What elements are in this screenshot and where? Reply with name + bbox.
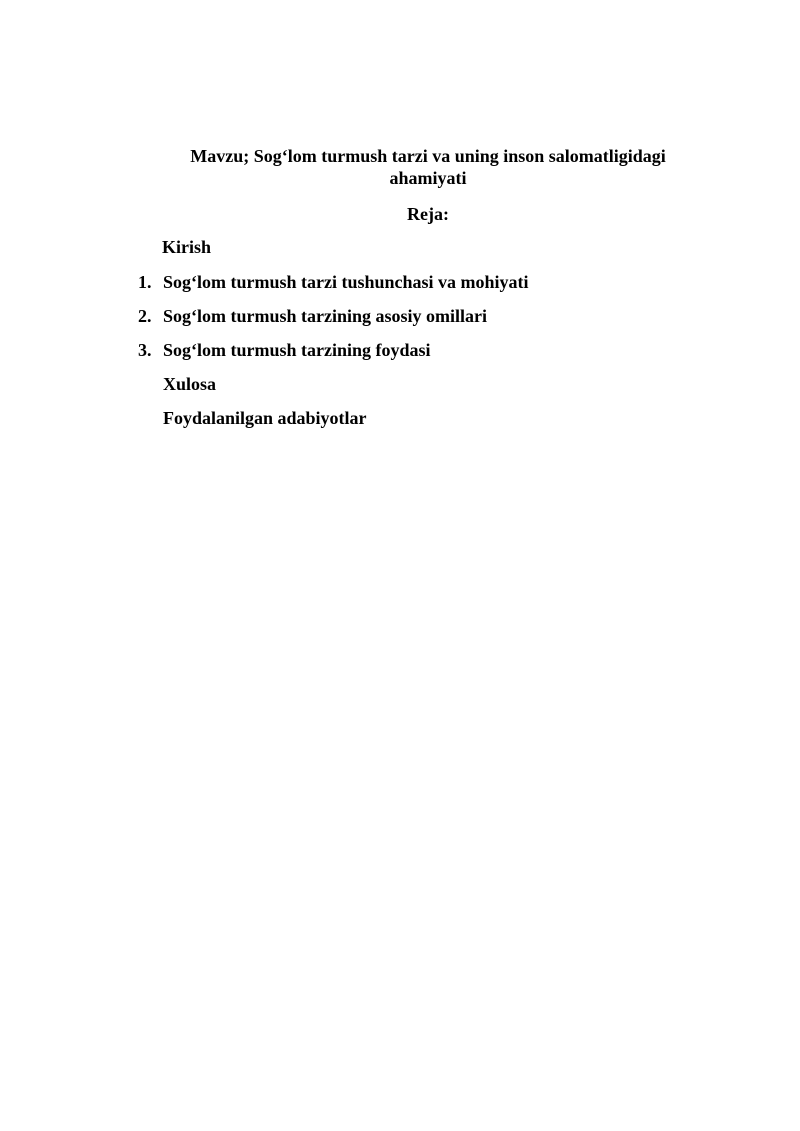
plan-item-2 — [138, 305, 487, 327]
plan-item-number: 3. — [138, 340, 152, 360]
intro-item: Kirish — [162, 237, 212, 257]
plan-item-3 — [138, 339, 431, 361]
plan-item-text: Sog‘lom turmush tarzining asosiy omillari — [163, 306, 488, 326]
plan-item-text: Sog‘lom turmush tarzi tushunchasi va mohiyati — [163, 272, 529, 292]
plan-item-1 — [138, 271, 529, 293]
plan-item-number: 2. — [138, 306, 152, 326]
plan-item-number: 1. — [138, 272, 152, 292]
conclusion-item: Xulosa — [163, 374, 217, 394]
page-title: Mavzu; Sog‘lom turmush tarzi va uning inson salomatligidagi ahamiyati — [190, 146, 666, 188]
references-item: Foydalanilgan adabiyotlar — [163, 408, 367, 428]
plan-heading: Reja: — [407, 204, 449, 224]
plan-item-text: Sog‘lom turmush tarzining foydasi — [163, 340, 431, 360]
